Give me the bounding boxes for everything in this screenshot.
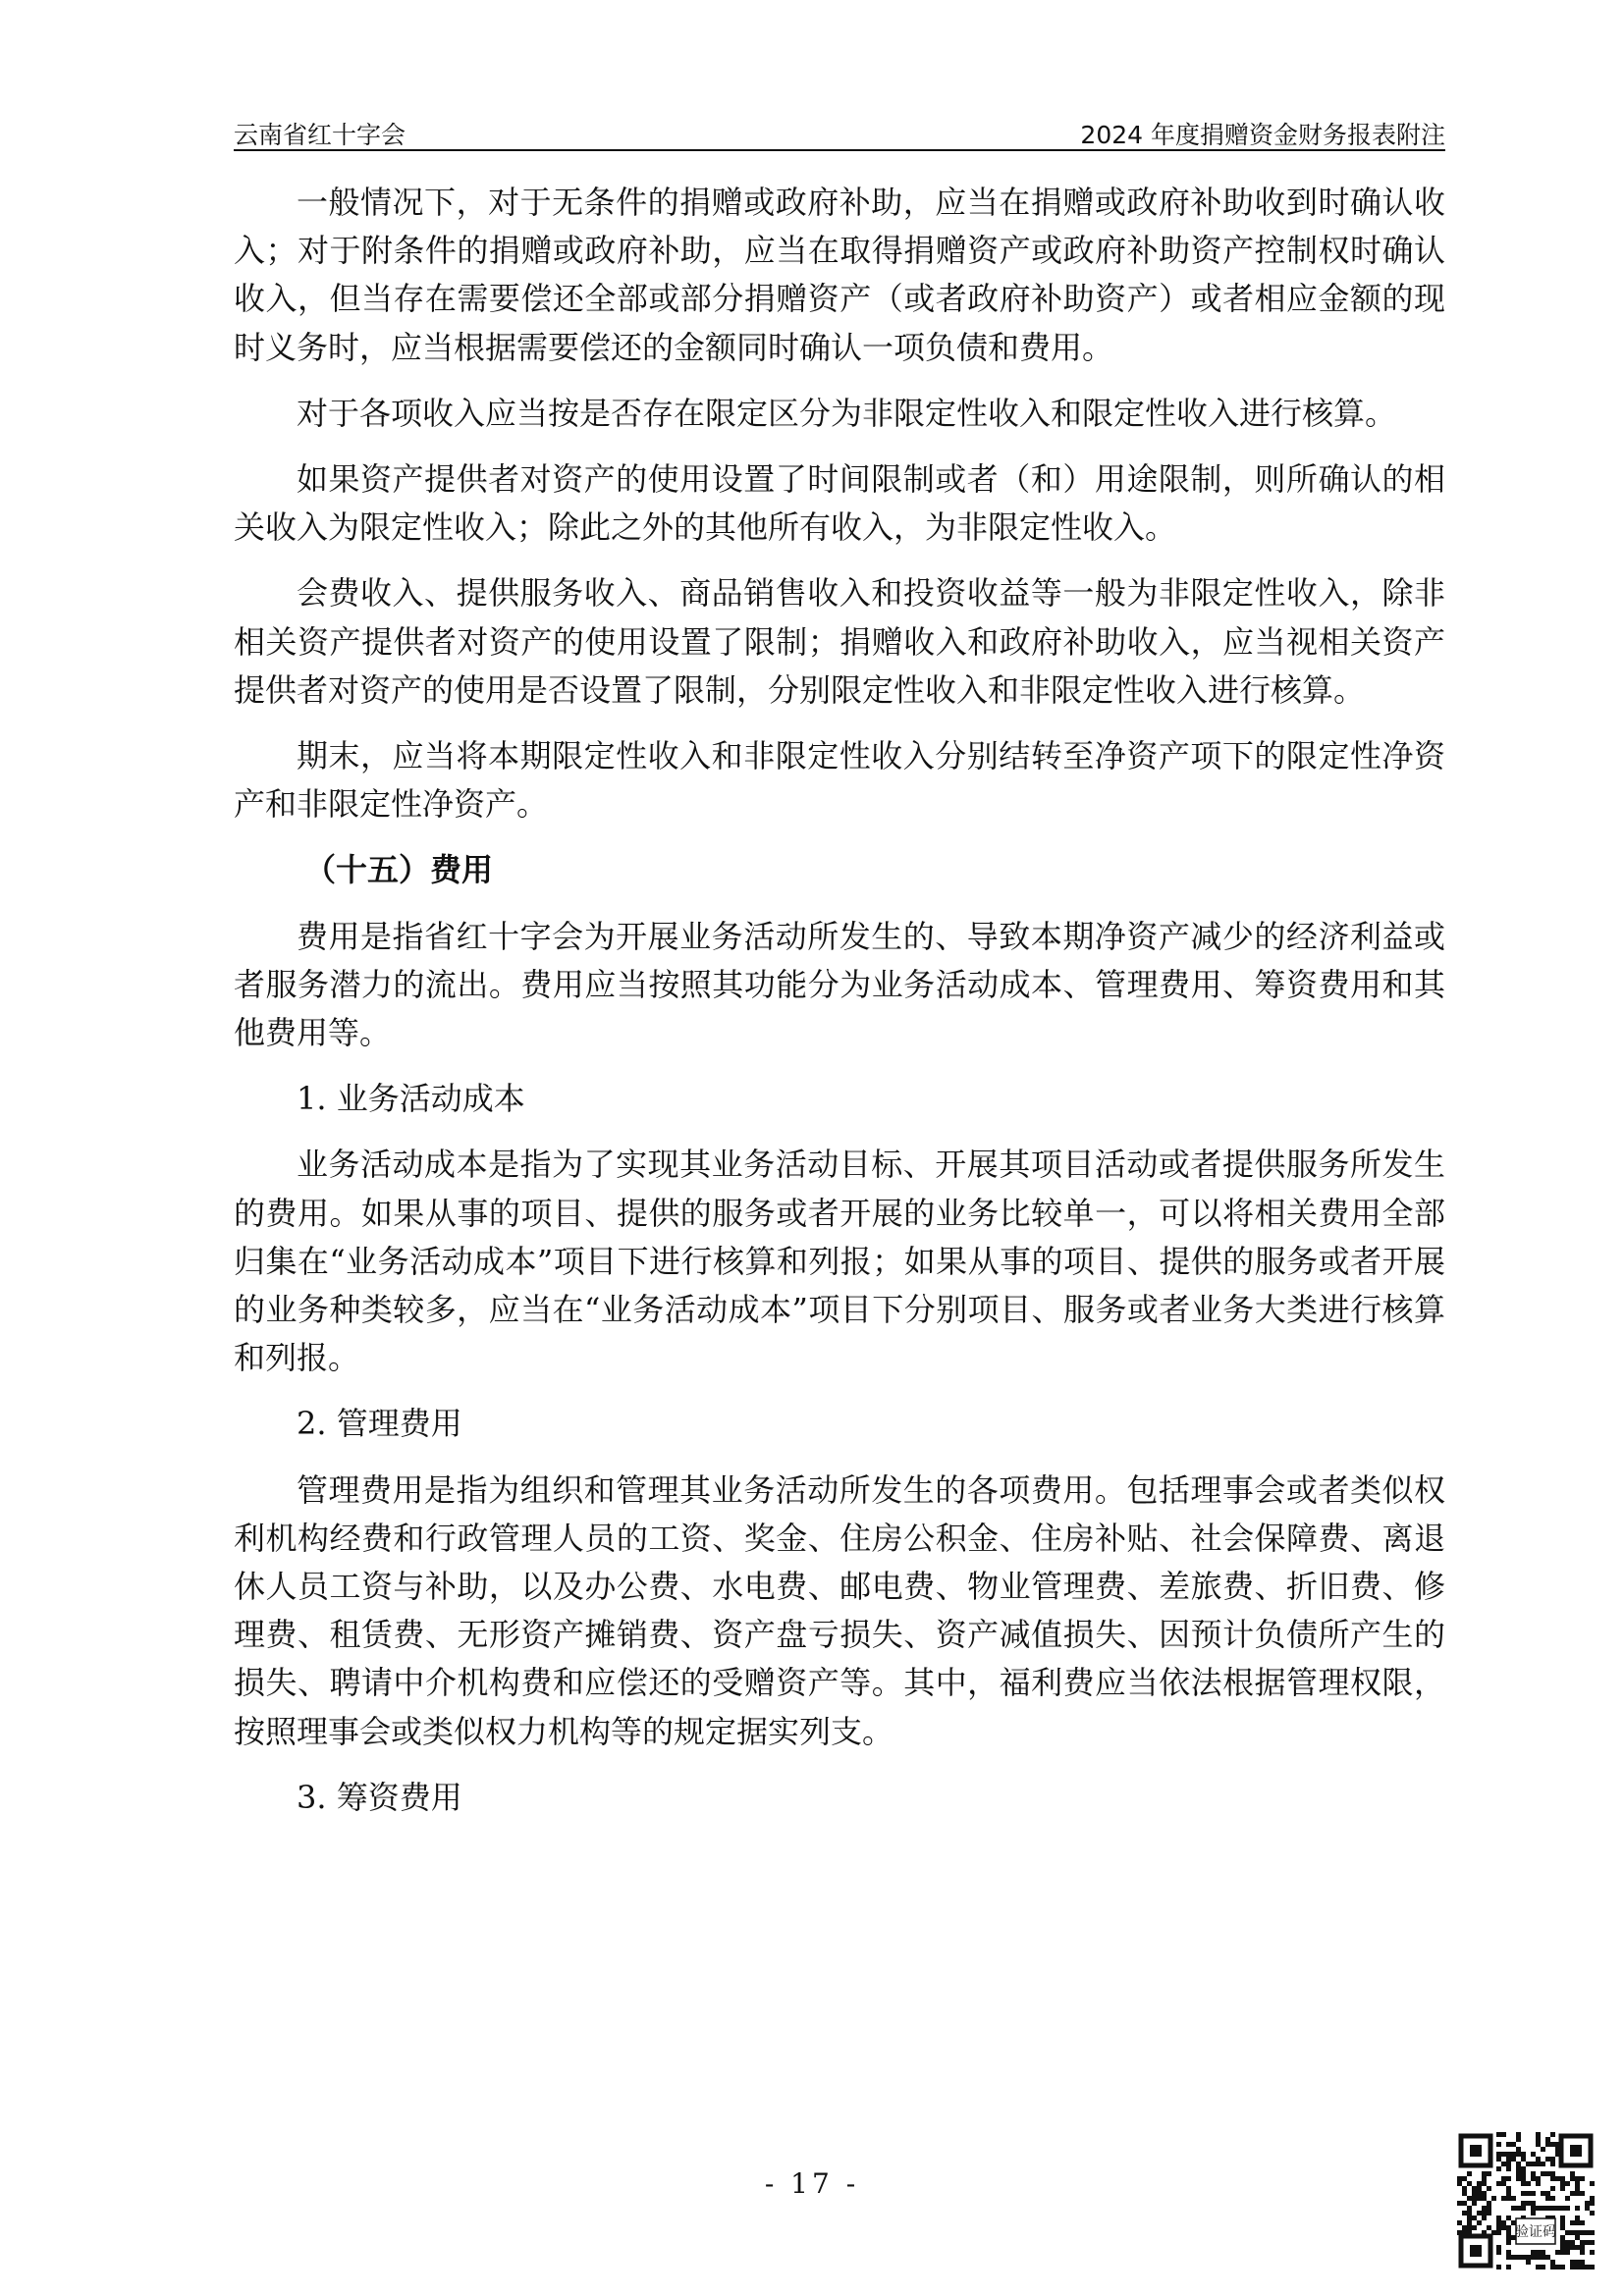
page-body bbox=[234, 179, 1445, 1822]
subheading-business-cost: 1. 业务活动成本 bbox=[297, 1080, 525, 1118]
paragraph-period-end: 期末，应当将本期限定性收入和非限定性收入分别结转至净资产项下的限定性净资产和非限定性净资产。 bbox=[234, 737, 1445, 824]
paragraph-restriction-classification: 对于各项收入应当按是否存在限定区分为非限定性收入和限定性收入进行核算。 bbox=[297, 394, 1397, 432]
qr-code-icon bbox=[1457, 2132, 1595, 2269]
paragraph-recognition: 一般情况下，对于无条件的捐赠或政府补助，应当在捐赠或政府补助收到时确认收入；对于附条件的捐赠或政府补助，应当在取得捐赠资产或政府补助资产控制权时确认收入，但当存在需要偿还全部或部分捐赠资产（或者政府补助资产）或者相应金额的现时义务时，应当根据需要偿还的金额同时确认一项负债和费用。 bbox=[234, 184, 1445, 366]
svg-text:验证码: 验证码 bbox=[1515, 2224, 1556, 2240]
page-number: - 17 - bbox=[764, 2167, 860, 2200]
subheading-management-expense: 2. 管理费用 bbox=[297, 1405, 462, 1443]
paragraph-management-expense: 管理费用是指为组织和管理其业务活动所发生的各项费用。包括理事会或者类似权利机构经费和行政管理人员的工资、奖金、住房公积金、住房补贴、社会保障费、离退休人员工资与补助，以及办公费、水电费、邮电费、物业管理费、差旅费、折旧费、修理费、租赁费、无形资产摊销费、资产盘亏损失、资产减值损失、因预计负债所产生的损失、聘请中介机构费和应偿还的受赠资产等。其中，福利费应当依法根据管理权限，按照理事会或类似权力机构等的规定据实列支。 bbox=[234, 1470, 1445, 1750]
page-header bbox=[234, 110, 1445, 151]
header-doc-title: 2024 年度捐赠资金财务报表附注 bbox=[1080, 121, 1445, 149]
paragraph-expense-definition: 费用是指省红十字会为开展业务活动所发生的、导致本期净资产减少的经济利益或者服务潜力的流出。费用应当按照其功能分为业务活动成本、管理费用、筹资费用和其他费用等。 bbox=[234, 917, 1445, 1052]
subheading-fundraising-expense: 3. 筹资费用 bbox=[297, 1778, 462, 1816]
paragraph-unrestricted-income: 会费收入、提供服务收入、商品销售收入和投资收益等一般为非限定性收入，除非相关资产提供者对资产的使用设置了限制；捐赠收入和政府补助收入，应当视相关资产提供者对资产的使用是否设置了限制，分别限定性收入和非限定性收入进行核算。 bbox=[234, 574, 1445, 709]
header-org: 云南省红十字会 bbox=[234, 121, 406, 149]
paragraph-business-cost: 业务活动成本是指为了实现其业务活动目标、开展其项目活动或者提供服务所发生的费用。如果从事的项目、提供的服务或者开展的业务比较单一，可以将相关费用全部归集在“业务活动成本”项目下进行核算和列报；如果从事的项目、提供的服务或者开展的业务种类较多，应当在“业务活动成本”项目下分别项目、服务或者业务大类进行核算和列报。 bbox=[234, 1146, 1445, 1377]
section-heading-expenses: （十五）费用 bbox=[304, 851, 494, 889]
paragraph-restricted-income: 如果资产提供者对资产的使用设置了时间限制或者（和）用途限制，则所确认的相关收入为限定性收入；除此之外的其他所有收入，为非限定性收入。 bbox=[234, 460, 1445, 547]
